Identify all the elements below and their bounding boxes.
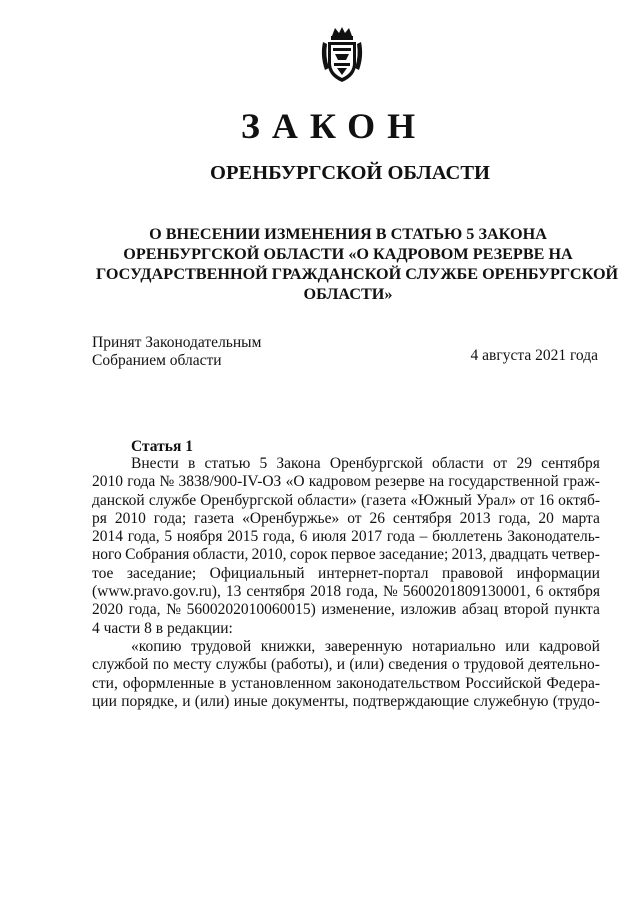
law-subject-title xyxy=(96,224,619,304)
article-text-line: ря 2010 года; газета «Оренбуржье» от 26 сентября 2013 года, 20 марта xyxy=(92,509,600,527)
article-text-line: 2010 года № 3838/900-IV-ОЗ «О кадровом резерве на государственной граж- xyxy=(92,473,600,491)
article-text-line: (www.pravo.gov.ru), 13 сентября 2018 года, № 5600201809130001, 6 октября xyxy=(92,583,600,601)
article-heading: Статья 1 xyxy=(131,438,193,455)
subject-line: ОБЛАСТИ» xyxy=(303,285,393,303)
region-title: ОРЕНБУРГСКОЙ ОБЛАСТИ xyxy=(210,162,490,184)
article-text-line: 4 части 8 в редакции: xyxy=(92,619,233,637)
article-text-line: 2020 года, № 5600202010060015) изменение, изложив абзац второй пункта xyxy=(92,601,600,619)
law-title: ЗАКОН xyxy=(240,106,428,146)
article-text-line: сти, оформленные в установленном законодательством Российской Федера- xyxy=(92,674,600,692)
subject-line: ГОСУДАРСТВЕННОЙ ГРАЖДАНСКОЙ СЛУЖБЕ ОРЕНБУРГСКОЙ xyxy=(96,265,619,283)
article-text-line: ного Собрания области, 2010, сорок первое заседание; 2013, двадцать четвер- xyxy=(92,546,600,564)
article-text-line: 2014 года, 5 ноября 2015 года, 6 июля 2017 года – бюллетень Законодатель- xyxy=(92,528,600,546)
adoption-date: 4 августа 2021 года xyxy=(470,347,598,364)
article-text-line: «копию трудовой книжки, заверенную нотариально или кадровой xyxy=(131,637,600,655)
article-text-line: тое заседание; Официальный интернет-портал правовой информации xyxy=(92,564,600,582)
article-body xyxy=(92,455,600,711)
adopted-by-block xyxy=(92,334,261,370)
adopted-line: Собранием области xyxy=(92,352,222,369)
article-text-line: Внести в статью 5 Закона Оренбургской области от 29 сентября xyxy=(131,455,600,472)
article-text-line: службой по месту службы (работы), и (или) сведения о трудовой деятельно- xyxy=(92,656,600,674)
subject-line: О ВНЕСЕНИИ ИЗМЕНЕНИЯ В СТАТЬЮ 5 ЗАКОНА xyxy=(149,225,547,243)
article-text-line: данской службе Оренбургской области» (газета «Южный Урал» от 16 октяб- xyxy=(92,491,600,509)
coat-of-arms-icon xyxy=(319,26,365,84)
subject-line: ОРЕНБУРГСКОЙ ОБЛАСТИ «О КАДРОВОМ РЕЗЕРВЕ НА xyxy=(123,245,573,263)
adopted-line: Принят Законодательным xyxy=(92,334,262,351)
article-text-line: ции порядке, и (или) иные документы, подтверждающие служебную (трудо- xyxy=(92,692,600,710)
